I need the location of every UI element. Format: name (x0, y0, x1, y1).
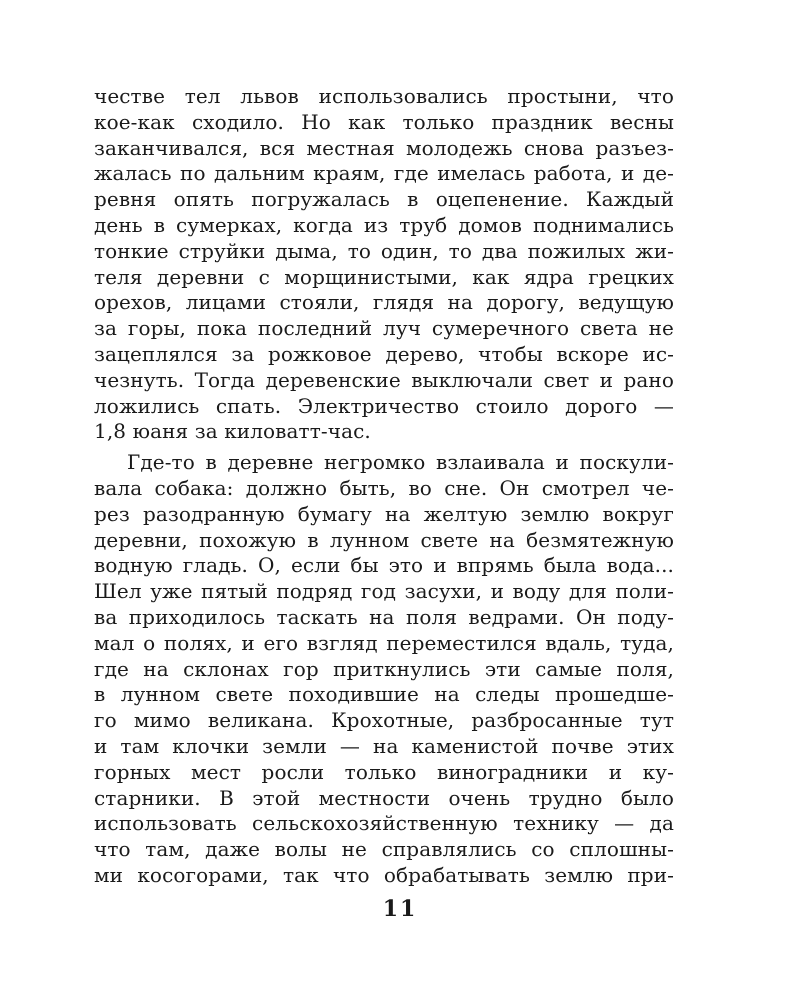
text-line: зацеплялся за рожковое дерево, чтобы вскоре ис- (94, 341, 674, 366)
text-line: жалась по дальним краям, где имелась работа, и де- (94, 161, 674, 186)
text-line: честве тел львов использовались простыни, что (94, 84, 674, 108)
text-line: 1,8 юаня за киловатт-час. (94, 419, 371, 444)
text-line: что там, даже волы не справлялись со сплошны- (94, 837, 674, 862)
body-text (94, 84, 674, 889)
text-line: тонкие струйки дыма, то один, то два пожилых жи- (94, 238, 674, 263)
text-line: ва приходилось таскать на поля ведрами. Он поду- (94, 604, 674, 629)
text-line: вала собака: должно быть, во сне. Он смотрел че- (94, 475, 674, 500)
paragraph (94, 84, 674, 445)
text-line: мал о полях, и его взгляд переместился вдаль, туда, (94, 630, 674, 655)
text-line: Где-то в деревне негромко взлаивала и поскули- (127, 450, 674, 475)
text-line: чезнуть. Тогда деревенские выключали свет и рано (94, 367, 674, 392)
text-line: заканчивался, вся местная молодежь снова разъез- (94, 135, 674, 160)
text-line: го мимо великана. Крохотные, разбросанные тут (94, 708, 674, 733)
text-line: деревни, похожую в лунном свете на безмятежную (94, 527, 674, 552)
text-line: теля деревни с морщинистыми, как ядра грецких (94, 264, 674, 289)
text-line: старники. В этой местности очень трудно было (94, 785, 674, 810)
text-line: водную гладь. О, если бы это и впрямь была вода... (94, 553, 674, 578)
text-line: использовать сельскохозяйственную технику — да (94, 811, 674, 836)
text-line: рез разодранную бумагу на желтую землю вокруг (94, 501, 674, 526)
text-line: за горы, пока последний луч сумеречного света не (94, 316, 674, 341)
text-line: ревня опять погружалась в оцепенение. Каждый (94, 187, 674, 212)
text-line: кое-как сходило. Но как только праздник весны (94, 109, 674, 134)
text-line: ми косогорами, так что обрабатывать землю при- (94, 862, 674, 887)
text-line: горных мест росли только виноградники и ку- (94, 759, 674, 784)
text-line: ложились спать. Электричество стоило дорого — (94, 393, 674, 418)
page-number: 11 (382, 896, 418, 922)
text-line: и там клочки земли — на каменистой почве этих (94, 733, 674, 758)
text-line: орехов, лицами стояли, глядя на дорогу, ведущую (94, 290, 674, 315)
paragraph (94, 450, 674, 889)
text-line: день в сумерках, когда из труб домов поднимались (94, 212, 674, 237)
text-line: в лунном свете походившие на следы прошедше- (94, 682, 674, 707)
text-line: Шел уже пятый подряд год засухи, и воду для поли- (94, 579, 674, 604)
text-line: где на склонах гор приткнулись эти самые поля, (94, 656, 674, 681)
